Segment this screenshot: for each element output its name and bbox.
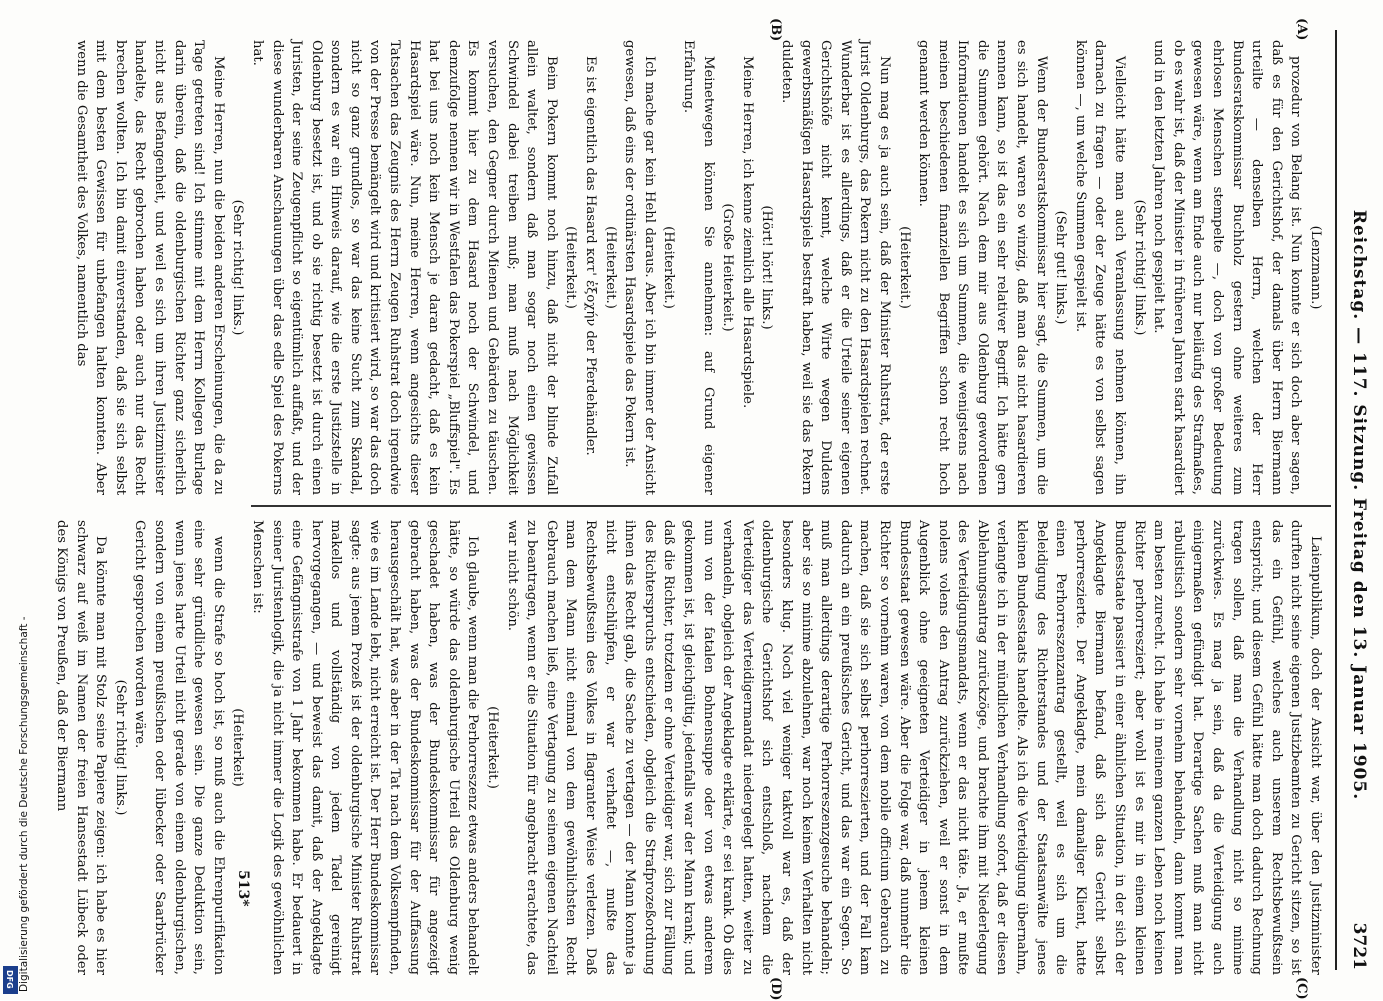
paragraph: Meine Herren, nun die beiden anderen Erscheinungen, die da zu Tage getreten sind! Ich stimme mit dem Herrn Kollegen Burlage darin überein, daß die oldenburgischen Richter ganz sicherlich nicht aus Befangenheit, und weil es sich um ihren Justizminister handelte, das Recht gebrochen haben oder auch nur das Recht brechen wollten. Ich bin damit einverstanden, daß sie sich selbst mit dem besten Gewissen für unbefangen halten konnten. Aber wenn die Gesamtheit des Volkes, namentlich das: [73, 40, 226, 495]
paragraph: Es ist eigentlich das Hasard κατ' ἐξοχήν der Pferdehändler.: [583, 56, 599, 456]
dfg-logo-text: DFG: [5, 970, 14, 989]
interjection: (Sehr richtig! links.): [1131, 199, 1147, 336]
paragraph: Meine Herren, ich kenne ziemlich alle Hasardspiele.: [739, 56, 755, 409]
interjection: (Sehr richtig! links.): [112, 679, 128, 816]
interjection: (Heiterkeit.): [563, 226, 579, 309]
interjection: (Heiterkeit.): [485, 706, 501, 789]
signature-mark: 513*: [235, 870, 251, 907]
interjection: (Heiterkeit.): [661, 226, 677, 309]
digitization-credit: Digitalisierung gefördert durch die Deutsche Forschungsgemeinschaft -: [18, 616, 30, 992]
paragraph: Vielleicht hätte man auch Veranlassung nehmen können, ihn darnach zu fragen — oder der Zeuge hätte es von selbst sagen können —, um welche Summen gespielt ist.: [1072, 40, 1128, 495]
interjection: (Große Heiterkeit.): [720, 203, 736, 332]
paragraph: Da könnte man mit Stolz seine Papiere zeigen: ich habe es hier schwarz auf weiß im Namen der freien Hansestadt Lübeck oder des Königs von Preußen, daß der Biermann: [54, 520, 109, 975]
interjection: (Heiterkeit.): [896, 226, 912, 309]
page-number: 3721: [1349, 922, 1369, 970]
interjection: (Hört! hört! links.): [759, 205, 775, 330]
paragraph: Ich glaube, wenn man die Perhorreszenz etwas anders behandelt hätte, so würde das oldenburgische Urteil das Oldenburg wenig geschadet haben, was der Bundeskommissar für angezeigt gebracht haben, was der Bundeskommissar für der Auffassung herausgeschält hat, was aber in der Tat nach dem Volksempfinden, wie es im Lande lebt, nicht erreicht ist. Der Herr Bundeskommissar sagte: aus jenem Prozeß ist der oldenburgische Minister Ruhstrat makellos und vollständig von jedem Tadel gereinigt hervorgegangen, — und beweist das damit, daß der Angeklagte eine Gefängnisstrafe von 1 Jahr bekommen habe. Er bedauert in seiner Juristenlogik, die ja nicht immer die Logik des gewöhnlichen Menschen ist:: [249, 520, 481, 975]
left-column: [71, 40, 1325, 495]
paragraph: Nun mag es ja auch sein, daß der Minister Ruhstrat, der erste Jurist Oldenburgs, das Pokern nicht zu den Hasardspielen rechnet. Wunderbar ist es allerdings, daß er die Urteile seiner eigenen Gerichtshöfe nicht kennt, welche Wirte wegen Duldens gewerbsmäßigen Hasardspiels bestraft haben, weil sie das Pokern duldeten.: [778, 40, 892, 495]
interjection: (Heiterkeit.): [602, 226, 618, 309]
margin-mark-b: (B): [768, 18, 783, 42]
margin-mark-a: (A): [1294, 18, 1309, 41]
rotated-page-content: [54, 0, 1383, 1001]
dfg-logo: [3, 966, 18, 994]
header-rule: [1335, 30, 1337, 970]
paragraph: prozedur von Belang ist. Nun konnte er sich doch aber sagen, daß es für den Gerichtshof, der damals über Herrn Biermann urteilte — denselben Herrn, welchen der Herr Bundesratskommissar Buchholz gestern ohne weiteres zum ehrlosen Menschen stempelte —, doch von großer Bedeutung gewesen wäre, wenn am Ende auch nur beiläufig des Strafmaßes, ob es wahr ist, daß der Minister in früheren Jahren stark hasardiert und in den letzten Jahren noch gespielt hat.: [1151, 40, 1304, 495]
paragraph: Ich mache gar kein Hehl daraus. Aber ich bin immer der Ansicht gewesen, daß eins der ordinärsten Hasardspiele das Pokern ist.: [622, 40, 657, 495]
paragraph: Laienpublikum, doch der Ansicht war, über den Justizminister durften nicht seine eigenen Justizbeamten zu Gericht sitzen, so ist das ein Gefühl, welches auch unserem Rechtsbewußtsein entspricht; und diesem Gefühl hätte man doch dadurch Rechnung tragen sollen, daß man die Verhandlung nicht so minime zurückwies. Es mag ja sein, daß da die Verteidigung auch einigermaßen gefündigt hat. Derartige Sachen muß man nicht rabulistisch sondern sehr vornehm behandeln, dann kommt man am besten zurecht. Ich habe in meinem ganzen Leben noch keinen Richter perhorresziert; aber wohl ist es mir in einem kleinen Bundesstaate passiert in einer ähnlichen Situation, in der sich der Angeklagte Biermann befand, daß sich das Gericht selbst perhorreszierte. Der Angeklagte, mein damaliger Klient, hatte einen Perhorreszenzantrag gestellt, weil es sich um die Beleidigung des Richterstandes und der Staatsanwälte jenes kleinen Bundesstaats handelte. Als ich die Verteidigung übernahm, verlangte ich in der mündlichen Verhandlung sofort, daß er diesen Ablehnungsantrag zurückzöge, und brachte ihm mit Niederlegung des Verteidigungsmandats, wenn er das nicht täte. Ja, er mußte nolens volens den Antrag zurückziehen, weil er sonst in dem Augenblick ohne geeigneten Verteidiger in jenem kleinen Bundesstaat gewesen wäre. Aber die Folge war, daß nunmehr die Richter so vornehm waren, von dem nobile officium Gebrauch zu machen, daß sie sich selbst perhorreszierten, und der Fall kam dadurch an ein preußisches Gericht, und das war ein Segen. So muß man allerdings derartige Perhorreszenzgesuche behandeln; aber sie so minime abzulehnen, war noch keinem Verhalten nicht besonders klug. Noch viel weniger taktvoll war es, daß der oldenburgische Gerichtshof sich entschloß, nachdem die Verteidiger das Verteidigermandat niedergelegt hatten, weiter zu verhandeln, obgleich der Angeklagte erklärte, er sei krank. Ob dies nun von der fatalen Bohnensuppe oder von etwas anderem gekommen ist, ist gleichgültig, jedenfalls war der Mann krank; und daß die Richter, trotzdem er ohne Verteidiger war, sich zur Fällung des Richterspruchs entschieden, obgleich die Strafprozeßordnung ihnen das Recht gab, die Sache zu vertagen — der Mann konnte ja nicht entschlüpfen, er war verhaftet —, mußte das Rechtsbewußtsein des Volkes in flagranter Weise verletzen. Daß man dem Mann nicht einmal von dem gewöhnlichsten Recht Gebrauch machen ließ, eine Vertagung zu seinem eigenen Nachteil zu beantragen, wenn er die Situation für angebracht erachtete, das war nicht schön.: [504, 520, 1323, 975]
page-header: [1339, 40, 1375, 970]
margin-mark-d: (D): [768, 977, 783, 1001]
interjection: (Sehr richtig! links.): [230, 199, 246, 336]
margin-mark-c: (C): [1294, 977, 1309, 1000]
paragraph: Beim Pokern kommt noch hinzu, daß nicht der blinde Zufall allein waltet, sondern daß man sogar noch einen gewissen Schwindel dabei treiben muß; man muß nach Möglichkeit versuchen, den Gegner durch Mienen und Gebärden zu täuschen. Es kommt hier zu dem Hasard noch der Schwindel, und demzufolge nennen wir in Westfalen das Pokerspiel „Bluffspiel". Es hat bei uns noch kein Mensch je daran gedacht, daß es kein Hasardspiel wäre. Nun, meine Herren, wenn angesichts dieser Tatsachen das Zeugnis des Herrn Zeugen Ruhstrat doch irgendwie von der Presse bemängelt wird und kritisiert wird, so war das doch nicht so ganz grundlos, so war das keine Sucht zum Skandal, sondern es war ein Hinweis darauf, wie die erste Justizstelle in Oldenburg besetzt ist, und ob sie richtig besetzt ist durch einen Juristen, der seine Zeugenpflicht so eigentümlich auffaßt, und der diese wunderbaren Anschauungen über das edle Spiel des Pokerns hat.: [249, 40, 559, 495]
paragraph: wenn die Strafe so hoch ist, so muß auch die Ehrenpurifikation eine sehr gründliche gewesen sein. Die ganze Deduktion sein, wenn jenes harte Urteil nicht gerade von einem oldenburgischen, sondern von einem preußischen oder lübecker oder Saarbrücker Gericht gesprochen worden wäre.: [132, 520, 226, 975]
header-title: Reichstag. — 117. Sitzung. Freitag den 13. Januar 1905.: [1349, 209, 1369, 801]
left-column-text: [71, 40, 1305, 495]
interjection: (Heiterkeit): [230, 708, 246, 787]
column-divider: [251, 505, 1331, 507]
digitization-sidebar: [0, 0, 30, 1000]
interjection: (Sehr gut! links.): [1053, 210, 1069, 325]
paragraph: Meinetwegen können Sie annehmen: auf Grund eigener Erfahrung.: [681, 40, 716, 495]
paragraph: Wenn der Bundesratskommissar hier sagt, die Summen, um die es sich handelt, waren so winzig, daß man das nicht hasardieren nennen kann, so ist das ein sehr relativer Begriff. Ich hätte gern die Summen gehört. Nach dem mir aus Oldenburg gewordenen Informationen handelt es sich um Summen, die wenigstens nach meinen beschiedenen finanziellen Begriffen schon recht hoch genannt werden können.: [916, 40, 1049, 495]
speaker-name: (Lenzmann.): [1308, 225, 1323, 310]
